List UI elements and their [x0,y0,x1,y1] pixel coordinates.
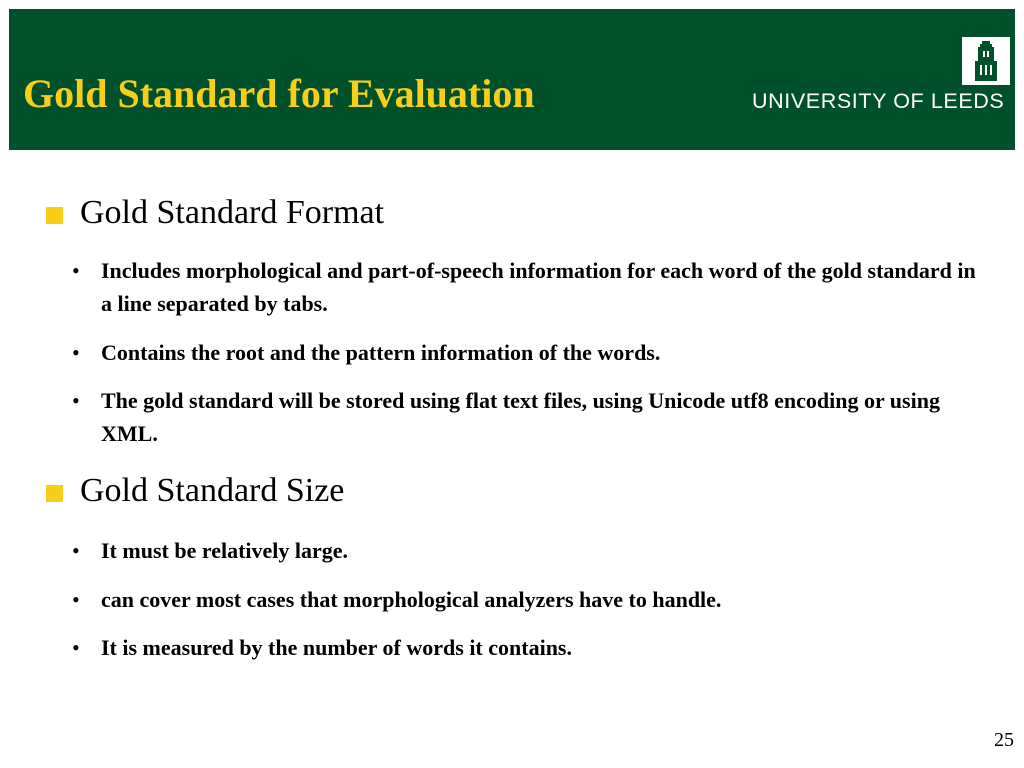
list-item [72,534,992,567]
bullet-text: can cover most cases that morphological analyzers have to handle. [101,587,722,612]
bullet-dot: • [72,538,80,563]
slide-title: Gold Standard for Evaluation [23,71,535,116]
list-item [72,336,992,369]
list-item [72,254,992,320]
page-number: 25 [994,729,1014,751]
bullet-text: The gold standard will be stored using flat text files, using Unicode utf8 encoding or using XML. [101,388,940,446]
list-item [72,583,992,616]
bullet-dot: • [72,258,80,283]
logo-text: UNIVERSITY OF LEEDS [752,89,1005,113]
bullet-text: Includes morphological and part-of-speech information for each word of the gold standard in a line separated by tabs. [101,258,976,316]
list-item [72,384,992,450]
bullet-text: Contains the root and the pattern information of the words. [101,340,661,365]
list-item [72,631,992,664]
bullet-text: It is measured by the number of words it contains. [101,635,572,660]
bullet-dot: • [72,635,80,660]
section-heading: Gold Standard Size [80,472,345,509]
bullet-dot: • [72,587,80,612]
bullet-text: It must be relatively large. [101,538,349,563]
bullet-dot: • [72,388,80,413]
section-heading: Gold Standard Format [80,194,385,231]
square-bullet-icon [46,207,63,224]
bullet-dot: • [72,340,80,365]
square-bullet-icon [46,485,63,502]
